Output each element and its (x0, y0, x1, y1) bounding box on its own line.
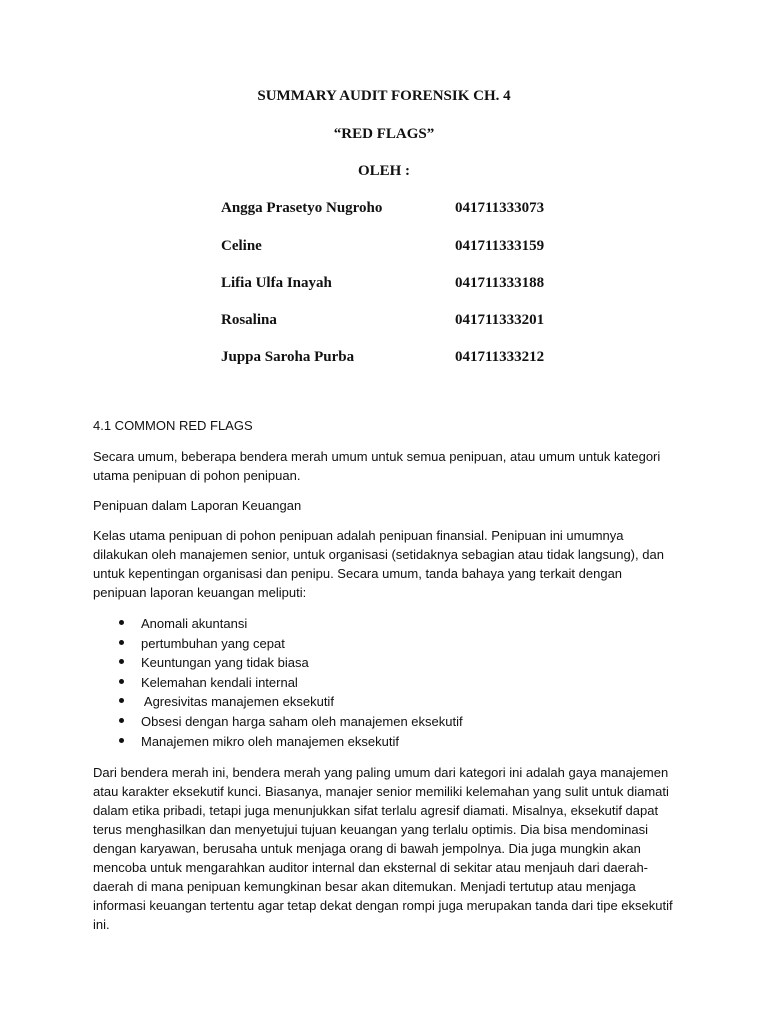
list-item (93, 673, 653, 693)
list-item-text: Agresivitas manajemen eksekutif (141, 694, 334, 710)
bullet-icon (119, 659, 124, 664)
list-item (93, 712, 653, 732)
member-id: 041711333201 (455, 312, 545, 328)
list-item-text: Kelemahan kendali internal (141, 674, 298, 690)
list-item-text: Obsesi dengan harga saham oleh manajemen eksekutif (141, 713, 463, 729)
list-item-text: Manajemen mikro oleh manajemen eksekutif (141, 733, 399, 749)
list-item (93, 732, 653, 752)
section-heading: 4.1 COMMON RED FLAGS (93, 418, 253, 433)
body-paragraph: Dari bendera merah ini, bendera merah yang paling umum dari kategori ini adalah gaya manajemen atau karakter eksekutif kunci. Biasanya, manajer senior memiliki kelemahan yang sulit untuk diamati dalam etika pribadi, tetapi juga menunjukkan sifat terlalu agresif diamati. Misalnya, eksekutif dapat terus menghasilkan dan menyetujui tujuan keuangan yang terlalu optimis. Dia bisa mendominasi dengan karyawan, berusaha untuk menjaga orang di bawah jempolnya. Dia juga mungkin akan mencoba untuk mengarahkan auditor internal dan eksternal di sekitar atau menjauh dari daerah-daerah di mana penipuan kemungkinan besar akan ditemukan. Menjadi tertutup atau menjaga informasi keuangan tertentu agar tetap dekat dengan rompi juga merupakan tanda dari tipe eksekutif ini. (93, 765, 673, 932)
document-subtitle: “RED FLAGS” (333, 126, 435, 142)
list-item (93, 692, 653, 712)
intro-paragraph: Secara umum, beberapa bendera merah umum untuk semua penipuan, atau umum untuk kategori utama penipuan di pohon penipuan. (93, 449, 661, 483)
document-title: SUMMARY AUDIT FORENSIK CH. 4 (257, 88, 511, 104)
list-item (93, 614, 653, 634)
bullet-icon (119, 679, 124, 684)
member-name: Lifia Ulfa Inayah (221, 275, 332, 291)
red-flags-list (93, 614, 653, 751)
member-id: 041711333188 (455, 275, 545, 291)
bullet-icon (119, 620, 124, 625)
list-item-text: pertumbuhan yang cepat (141, 635, 285, 651)
subsection-heading: Penipuan dalam Laporan Keuangan (93, 498, 302, 513)
member-name: Angga Prasetyo Nugroho (221, 200, 383, 216)
bullet-icon (119, 698, 124, 703)
body-paragraph: Kelas utama penipuan di pohon penipuan adalah penipuan finansial. Penipuan ini umumnya dilakukan oleh manajemen senior, untuk organisasi (setidaknya sebagian atau tidak langsung), dan untuk kepentingan organisasi dan penipu. Secara umum, tanda bahaya yang terkait dengan penipuan laporan keuangan meliputi: (93, 528, 664, 600)
bullet-icon (119, 640, 124, 645)
bullet-icon (119, 738, 124, 743)
list-item-text: Keuntungan yang tidak biasa (141, 655, 309, 671)
member-id: 041711333159 (455, 238, 545, 254)
member-id: 041711333212 (455, 349, 545, 365)
authors-label: OLEH : (357, 163, 411, 179)
list-item (93, 653, 653, 673)
member-name: Juppa Saroha Purba (221, 349, 355, 365)
list-item (93, 634, 653, 654)
bullet-icon (119, 718, 124, 723)
member-id: 041711333073 (455, 200, 545, 216)
list-item-text: Anomali akuntansi (141, 616, 248, 631)
member-name: Rosalina (221, 312, 277, 328)
member-name: Celine (221, 238, 262, 254)
